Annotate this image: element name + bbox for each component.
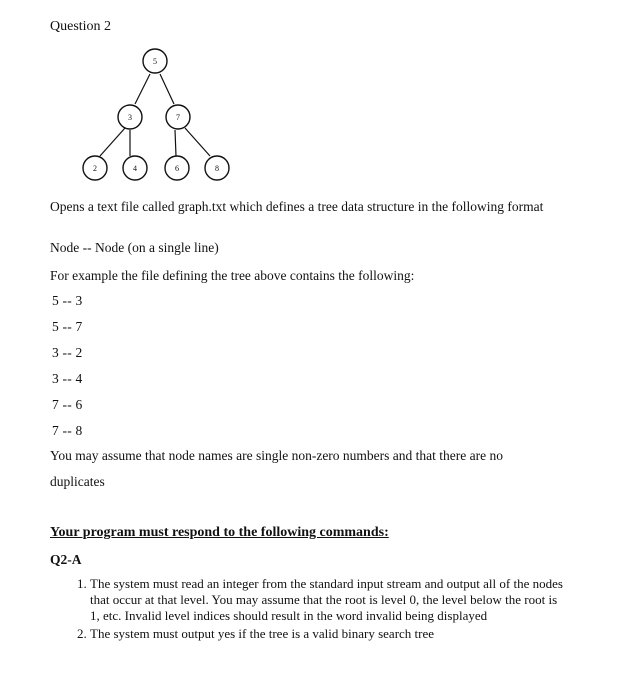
edge-7-6 [175, 130, 176, 156]
commands-heading: Your program must respond to the following commands: [50, 525, 389, 540]
edge-line: 7 -- 6 [52, 397, 83, 412]
tree-node-8-label: 8 [215, 164, 219, 173]
tree-node-5-label: 5 [153, 57, 157, 66]
tree-node-3-label: 3 [128, 113, 132, 122]
requirement-item: 2. The system must output yes if the tree is a valid binary search tree [90, 626, 570, 642]
tree-node-6-label: 6 [175, 164, 179, 173]
edge-5-7 [160, 74, 174, 104]
tree-node-2-label: 2 [93, 164, 97, 173]
assumption-text: You may assume that node names are single non-zero numbers and that there are no [50, 448, 503, 463]
edge-line: 3 -- 2 [52, 345, 83, 360]
edge-line: 3 -- 4 [52, 371, 83, 386]
tree-node-7-label: 7 [176, 113, 180, 122]
description-paragraph: Opens a text file called graph.txt which defines a tree data structure in the following format [50, 199, 544, 214]
requirements-list [70, 576, 570, 644]
assumption-text-continued: duplicates [50, 474, 105, 489]
edge-7-8 [185, 128, 210, 156]
edge-line: 5 -- 7 [52, 319, 83, 334]
requirement-item: 1. The system must read an integer from the standard input stream and output all of the nodes that occur at that level. You may assume that the root is level 0, the level below the root is 1, etc. Invalid level indices should result in the word invalid being displayed [90, 576, 570, 624]
subsection-title: Q2-A [50, 552, 82, 567]
edge-3-2 [100, 128, 125, 156]
edge-5-3 [135, 74, 150, 104]
tree-node-4-label: 4 [133, 164, 137, 173]
example-intro: For example the file defining the tree above contains the following: [50, 268, 415, 283]
edge-line: 5 -- 3 [52, 293, 83, 308]
tree-diagram [80, 42, 240, 184]
edge-line: 7 -- 8 [52, 423, 83, 438]
format-line: Node -- Node (on a single line) [50, 240, 219, 255]
question-title: Question 2 [50, 19, 112, 34]
